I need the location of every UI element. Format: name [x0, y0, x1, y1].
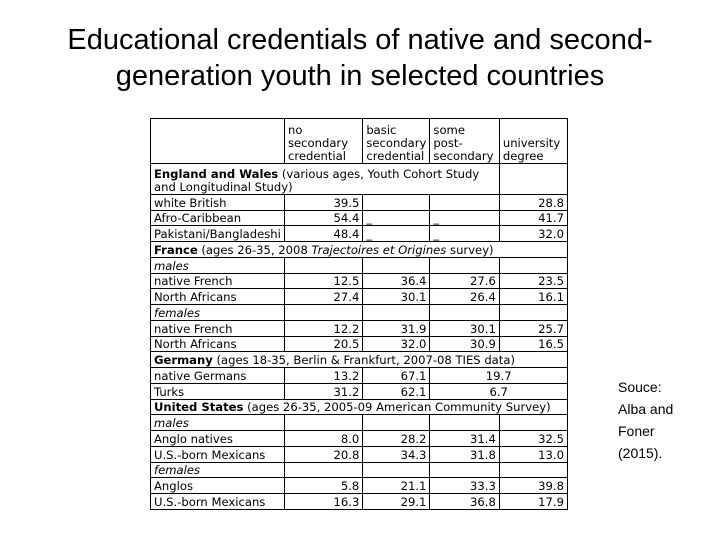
section-france — [151, 242, 568, 258]
value-some-postsecondary — [430, 194, 499, 210]
row-group-label: U.S.-born Mexicans — [151, 446, 285, 462]
section-england-wales — [151, 164, 568, 194]
value-basic-secondary: 62.1 — [363, 383, 430, 399]
value-no-secondary: 8.0 — [284, 431, 362, 447]
row-group-label: white British — [151, 194, 285, 210]
table-row — [151, 446, 568, 462]
table-row — [151, 478, 568, 494]
table-row — [151, 210, 568, 226]
value-some-postsecondary: 31.4 — [430, 431, 499, 447]
table-row — [151, 494, 568, 510]
section-united-states — [151, 399, 568, 415]
value-university: 16.1 — [499, 289, 567, 305]
value-basic-secondary: _ — [363, 226, 430, 242]
value-some-postsecondary: _ — [430, 210, 499, 226]
header-row — [151, 119, 568, 164]
table-row — [151, 226, 568, 242]
header-empty-cell — [151, 119, 285, 164]
value-university: 28.8 — [499, 194, 567, 210]
value-no-secondary: 16.3 — [284, 494, 362, 510]
value-basic-secondary: 34.3 — [363, 446, 430, 462]
value-university: 17.9 — [499, 494, 567, 510]
value-no-secondary: 5.8 — [284, 478, 362, 494]
header-basic-secondary: basic secondary credential — [363, 119, 430, 164]
row-group-label: Afro-Caribbean — [151, 210, 285, 226]
value-some-postsecondary: 36.8 — [430, 494, 499, 510]
value-postsecondary-or-university: 19.7 — [430, 368, 568, 384]
value-basic-secondary — [363, 194, 430, 210]
value-no-secondary: 20.5 — [284, 336, 362, 352]
subgroup-row — [151, 257, 568, 273]
row-group-label: North Africans — [151, 336, 285, 352]
section-label: Germany (ages 18-35, Berlin & Frankfurt, 2007-08 TIES data) — [151, 352, 568, 368]
value-some-postsecondary: _ — [430, 226, 499, 242]
header-university-degree: university degree — [499, 119, 567, 164]
subgroup-label-females: females — [151, 305, 285, 321]
value-some-postsecondary: 31.8 — [430, 446, 499, 462]
value-basic-secondary: 29.1 — [363, 494, 430, 510]
value-basic-secondary: 32.0 — [363, 336, 430, 352]
table-row — [151, 383, 568, 399]
value-some-postsecondary: 30.1 — [430, 320, 499, 336]
section-label: England and Wales (various ages, Youth Cohort Study and Longitudinal Study) — [151, 164, 500, 194]
source-line-1: Souce: — [618, 379, 662, 395]
value-no-secondary: 13.2 — [284, 368, 362, 384]
value-no-secondary: 12.2 — [284, 320, 362, 336]
value-university: 41.7 — [499, 210, 567, 226]
title-line-1: Educational credentials of native and second- — [67, 24, 653, 56]
subgroup-row — [151, 305, 568, 321]
value-no-secondary: 54.4 — [284, 210, 362, 226]
value-university: 39.8 — [499, 478, 567, 494]
section-germany — [151, 352, 568, 368]
value-no-secondary: 39.5 — [284, 194, 362, 210]
row-group-label: native French — [151, 273, 285, 289]
value-university: 32.5 — [499, 431, 567, 447]
table-row — [151, 289, 568, 305]
table-row — [151, 431, 568, 447]
table-row — [151, 273, 568, 289]
value-no-secondary: 27.4 — [284, 289, 362, 305]
value-basic-secondary: 36.4 — [363, 273, 430, 289]
value-university: 32.0 — [499, 226, 567, 242]
value-postsecondary-or-university: 6.7 — [430, 383, 568, 399]
row-group-label: native French — [151, 320, 285, 336]
value-some-postsecondary: 27.6 — [430, 273, 499, 289]
source-line-4: (2015). — [618, 445, 663, 461]
row-group-label: U.S.-born Mexicans — [151, 494, 285, 510]
slide-title — [40, 22, 680, 94]
value-basic-secondary: 21.1 — [363, 478, 430, 494]
subgroup-label-females: females — [151, 462, 285, 478]
value-no-secondary: 48.4 — [284, 226, 362, 242]
value-some-postsecondary: 26.4 — [430, 289, 499, 305]
value-no-secondary: 31.2 — [284, 383, 362, 399]
value-basic-secondary: _ — [363, 210, 430, 226]
subgroup-label-males: males — [151, 257, 285, 273]
credentials-table — [150, 118, 568, 510]
section-empty-cell — [499, 164, 567, 194]
table-row — [151, 368, 568, 384]
row-group-label: Pakistani/Bangladeshi — [151, 226, 285, 242]
value-some-postsecondary: 33.3 — [430, 478, 499, 494]
value-university: 23.5 — [499, 273, 567, 289]
value-no-secondary: 20.8 — [284, 446, 362, 462]
source-citation — [618, 376, 708, 464]
header-some-postsecondary: some post- secondary — [430, 119, 499, 164]
value-basic-secondary: 31.9 — [363, 320, 430, 336]
value-no-secondary: 12.5 — [284, 273, 362, 289]
value-university: 13.0 — [499, 446, 567, 462]
row-group-label: Turks — [151, 383, 285, 399]
header-no-secondary: no secondary credential — [284, 119, 362, 164]
row-group-label: North Africans — [151, 289, 285, 305]
credentials-table-wrapper — [150, 118, 568, 510]
section-label: France (ages 26-35, 2008 Trajectoires et Origines survey) — [151, 242, 568, 258]
row-group-label: Anglo natives — [151, 431, 285, 447]
source-line-3: Foner — [618, 423, 655, 439]
value-university: 16.5 — [499, 336, 567, 352]
subgroup-label-males: males — [151, 415, 285, 431]
source-line-2: Alba and — [618, 401, 674, 417]
value-basic-secondary: 30.1 — [363, 289, 430, 305]
title-line-2: generation youth in selected countries — [115, 60, 605, 92]
row-group-label: native Germans — [151, 368, 285, 384]
value-basic-secondary: 67.1 — [363, 368, 430, 384]
section-label: United States (ages 26-35, 2005-09 American Community Survey) — [151, 399, 568, 415]
table-row — [151, 320, 568, 336]
subgroup-row — [151, 462, 568, 478]
table-row — [151, 336, 568, 352]
table-row — [151, 194, 568, 210]
subgroup-row — [151, 415, 568, 431]
value-some-postsecondary: 30.9 — [430, 336, 499, 352]
row-group-label: Anglos — [151, 478, 285, 494]
value-basic-secondary: 28.2 — [363, 431, 430, 447]
value-university: 25.7 — [499, 320, 567, 336]
